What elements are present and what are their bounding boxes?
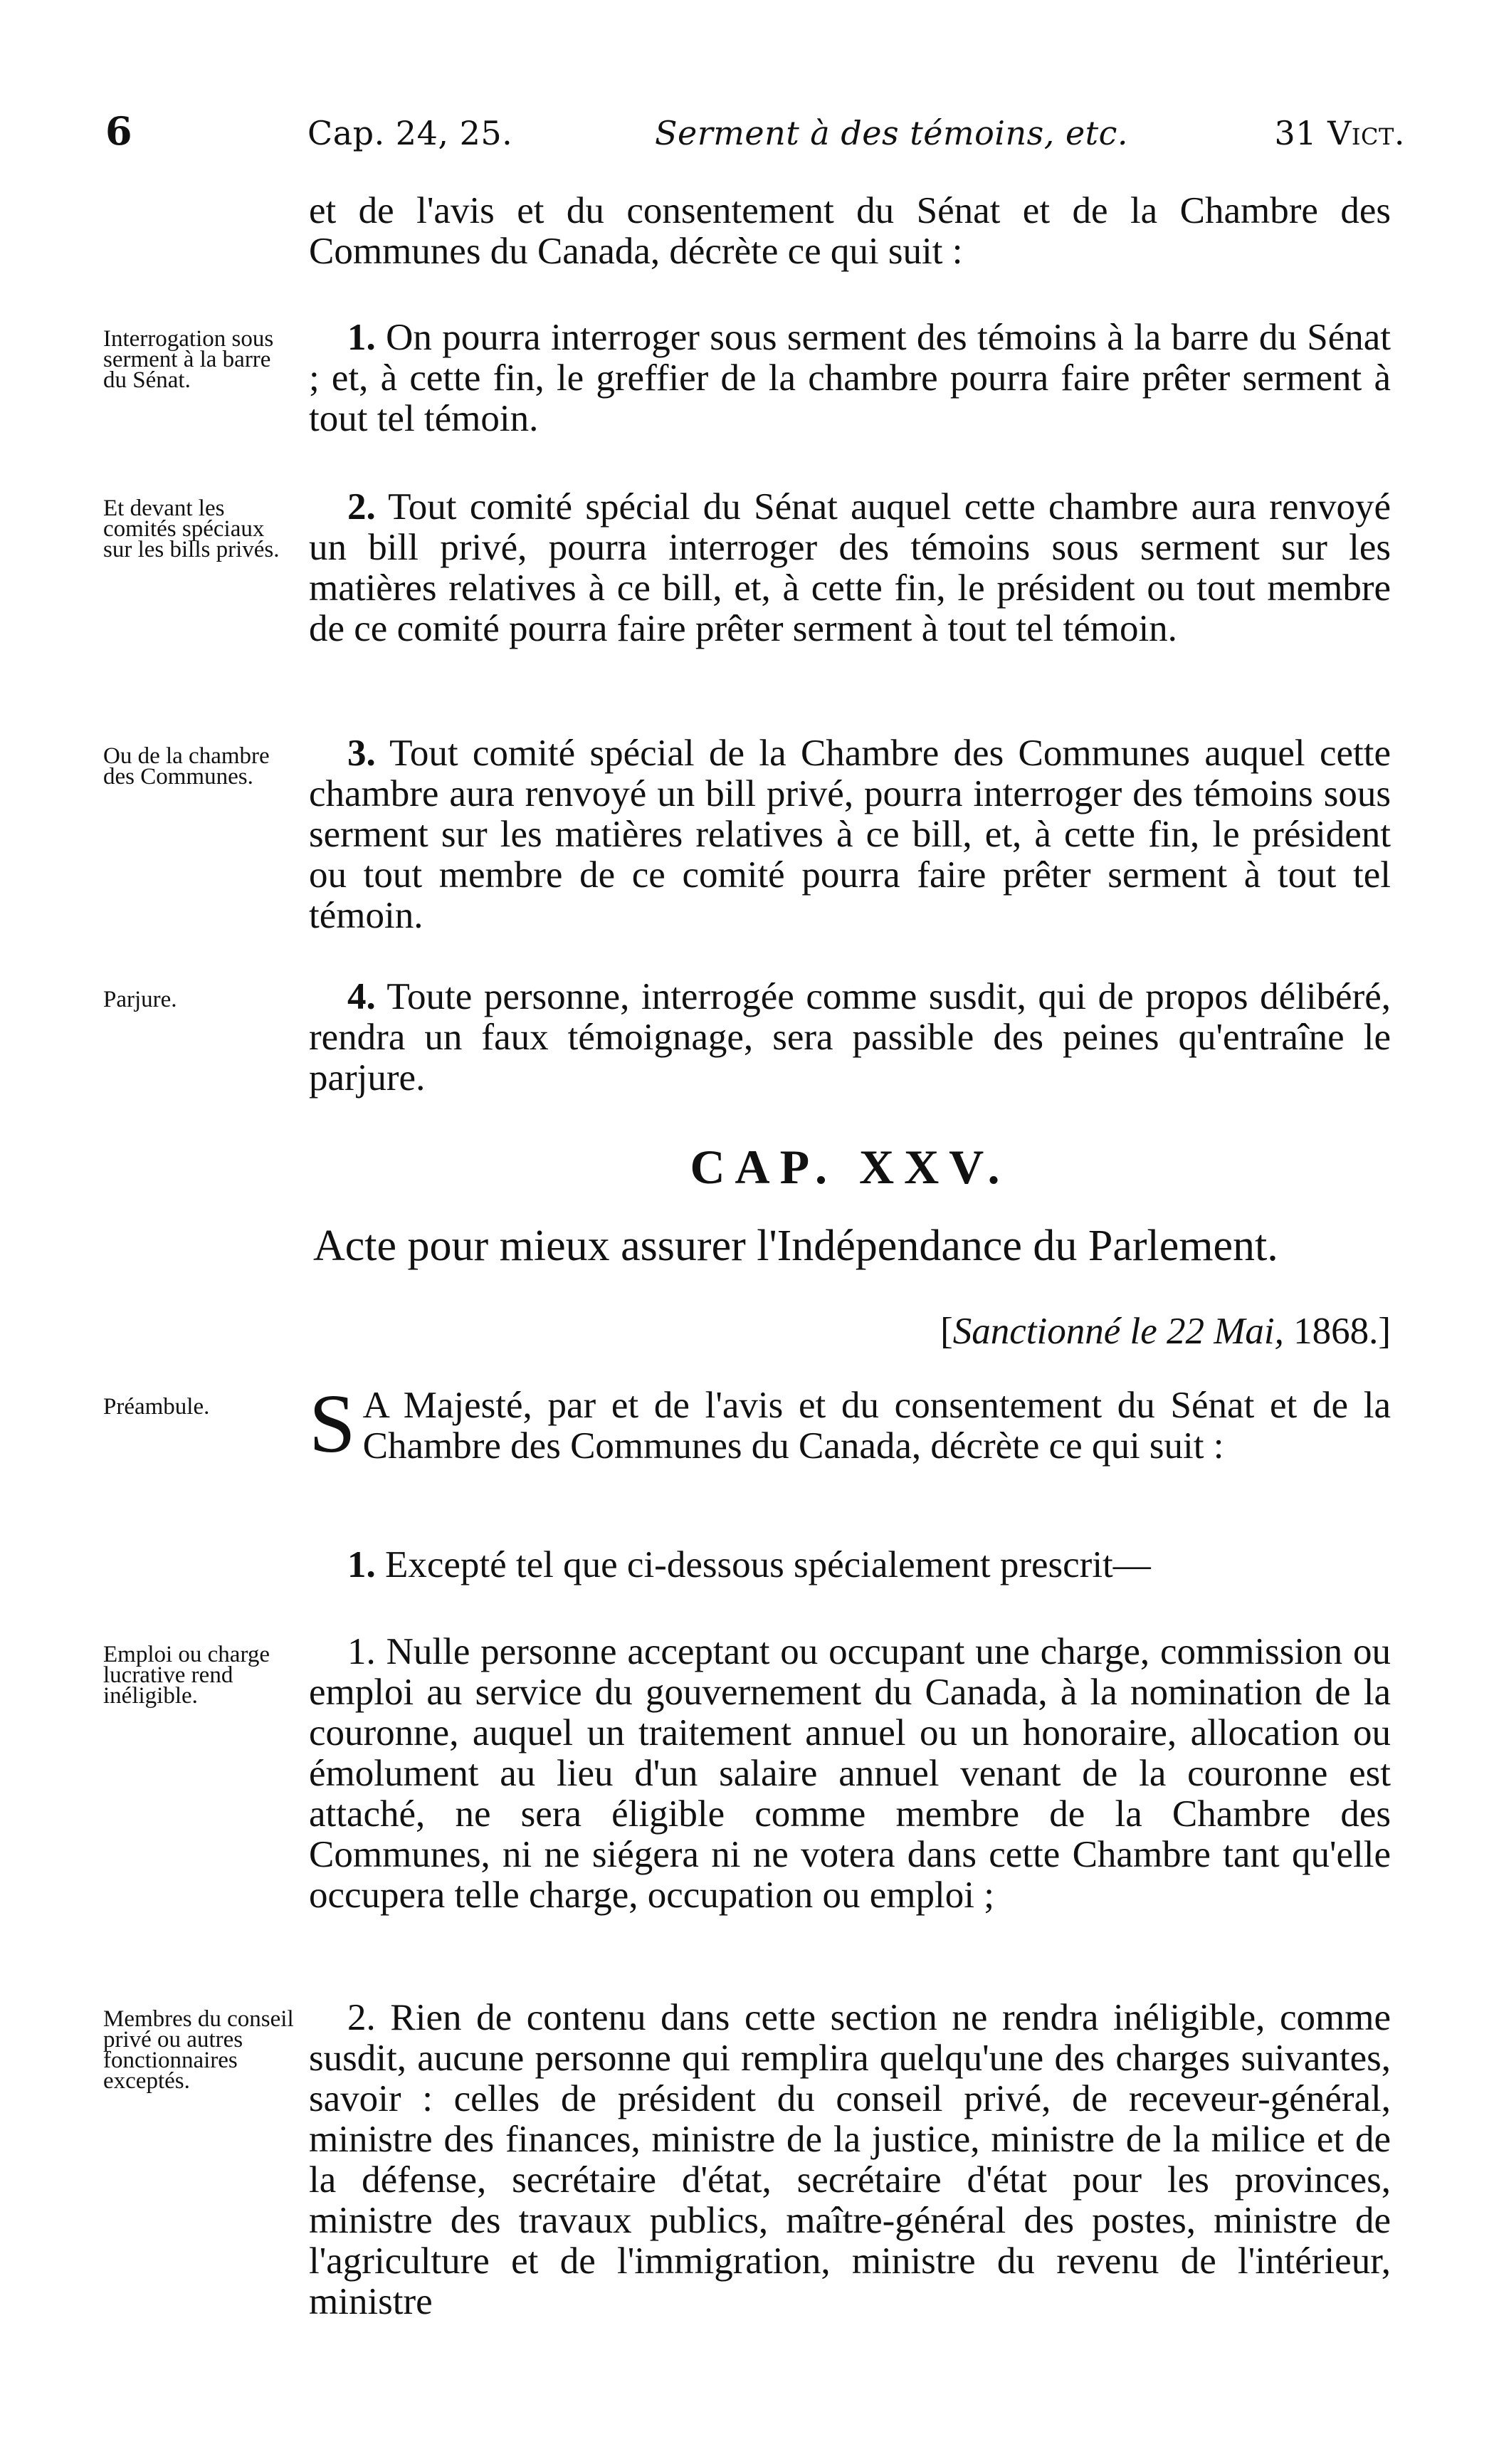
subsection-text: Rien de contenu dans cette section ne rendra inéligible, comme susdit, aucune personne qui remplira quelqu'une des charges suivantes, savoir : celles de président du conseil privé, de receveur-général, ministre des finances, ministre de la justice, ministre de la milice et de la défense, secrétaire d'état, secrétaire d'état pour les provinces, ministre des travaux publics, maître-général des postes, ministre de l'agriculture et de l'immigration, ministre du revenu de l'intérieur, ministre bbox=[309, 1997, 1391, 2322]
preamble bbox=[309, 1377, 1391, 1470]
subsection-number: 1. bbox=[347, 1631, 376, 1672]
section-2 bbox=[309, 487, 1391, 649]
act-title: Acte pour mieux assurer l'Indépendance du Parlement. bbox=[313, 1222, 1278, 1270]
sanction-date bbox=[940, 1310, 1391, 1353]
section-text: On pourra interroger sous serment des témoins à la barre du Sénat ; et, à cette fin, le greffier de la chambre pourra faire prêter serment à tout tel témoin. bbox=[309, 317, 1391, 439]
margin-note-subsection-1: Emploi ou charge lucrative rend inéligible. bbox=[103, 1642, 270, 1709]
margin-note-section-3: Ou de la chambre des Communes. bbox=[103, 743, 270, 790]
chapter-25-section-1 bbox=[309, 1545, 1391, 1585]
section-number: 1. bbox=[347, 317, 376, 358]
section-3 bbox=[309, 733, 1391, 936]
page-number: 6 bbox=[105, 108, 133, 154]
chapter-heading: CAP. XXV. bbox=[690, 1140, 1010, 1194]
subsection-number: 2. bbox=[347, 1997, 376, 2038]
sanction-text: Sanctionné le 22 Mai, bbox=[952, 1311, 1284, 1352]
sanction-year: 1868.] bbox=[1293, 1311, 1391, 1352]
chapter-reference: Cap. 24, 25. bbox=[307, 114, 513, 152]
section-1 bbox=[309, 318, 1391, 439]
section-text: Tout comité spécial de la Chambre des Communes auquel cette chambre aura renvoyé un bill privé, pourra interroger des témoins sous serment sur les matières relatives à ce bill, et, à cette fin, le président ou tout membre de ce comité pourra faire prêter serment à tout tel témoin. bbox=[309, 733, 1391, 936]
section-text: Toute personne, interrogée comme susdit, qui de propos délibéré, rendra un faux témoignage, sera passible des peines qu'entraîne le parjure. bbox=[309, 976, 1391, 1099]
subsection-1 bbox=[309, 1632, 1391, 1916]
running-title: Serment à des témoins, etc. bbox=[655, 114, 1129, 152]
intro-paragraph: et de l'avis et du consentement du Sénat et de la Chambre des Communes du Canada, décrète ce qui suit : bbox=[309, 190, 1391, 272]
section-text: Tout comité spécial du Sénat auquel cette chambre aura renvoyé un bill privé, pourra interroger des témoins sous serment sur les matières relatives à ce bill, et, à cette fin, le président ou tout membre de ce comité pourra faire prêter serment à tout tel témoin. bbox=[309, 486, 1391, 649]
drop-cap: S bbox=[309, 1377, 356, 1470]
regnal-year: 31 Vict. bbox=[1274, 114, 1405, 152]
section-number: 4. bbox=[347, 976, 376, 1017]
section-number: 1. bbox=[347, 1544, 376, 1585]
section-4 bbox=[309, 977, 1391, 1099]
section-number: 3. bbox=[347, 733, 376, 774]
subsection-2 bbox=[309, 1998, 1391, 2322]
margin-note-section-4: Parjure. bbox=[103, 987, 177, 1012]
sanction-bracket: [ bbox=[940, 1311, 953, 1352]
margin-note-section-1: Interrogation sous serment à la barre du Sénat. bbox=[103, 326, 274, 393]
margin-note-subsection-2: Membres du conseil privé ou autres fonctionnaires exceptés. bbox=[103, 2006, 294, 2094]
preamble-text: A Majesté, par et de l'avis et du consentement du Sénat et de la Chambre des Communes du Canada, décrète ce qui suit : bbox=[362, 1385, 1391, 1467]
margin-note-section-2: Et devant les comités spéciaux sur les bills privés. bbox=[103, 496, 280, 562]
section-text: Excepté tel que ci-dessous spécialement prescrit— bbox=[385, 1544, 1151, 1585]
subsection-text: Nulle personne acceptant ou occupant une charge, commission ou emploi au service du gouvernement du Canada, à la nomination de la couronne, auquel un traitement annuel ou un honoraire, allocation ou émolument au lieu d'un salaire annuel venant de la couronne est attaché, ne sera éligible comme membre de la Chambre des Communes, ni ne siégera ni ne votera dans cette Chambre tant qu'elle occupera telle charge, occupation ou emploi ; bbox=[309, 1631, 1391, 1916]
margin-note-preamble: Préambule. bbox=[103, 1394, 210, 1420]
section-number: 2. bbox=[347, 486, 376, 528]
